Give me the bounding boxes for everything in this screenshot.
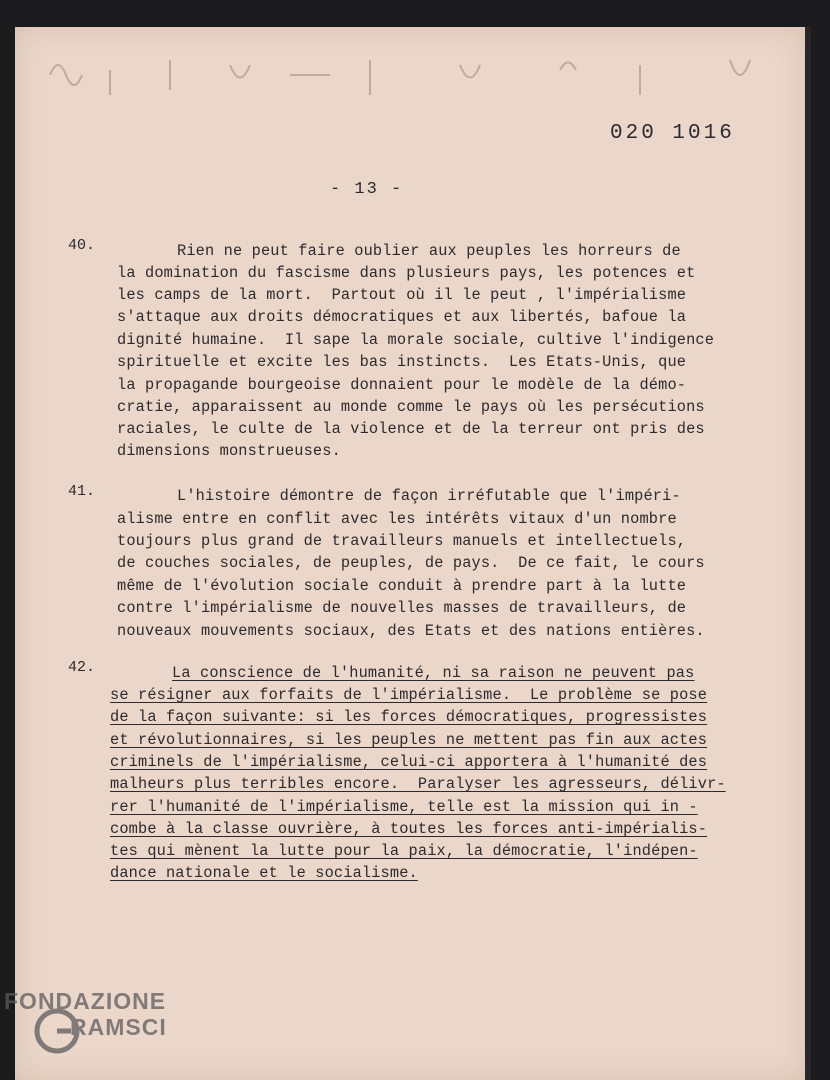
text-line: la propagande bourgeoise donnaient pour le modèle de la démo-	[117, 376, 687, 394]
archive-logo-icon	[34, 1008, 80, 1054]
paragraph-number: 40.	[68, 237, 96, 254]
text-line: la domination du fascisme dans plusieurs pays, les potences et	[117, 264, 696, 282]
text-line: rer l'humanité de l'impérialisme, telle est la mission qui in -	[110, 798, 698, 816]
text-line: dignité humaine. Il sape la morale sociale, cultive l'indigence	[117, 331, 715, 349]
text-line: de la façon suivante: si les forces démocratiques, progressistes	[110, 708, 708, 726]
text-line: L'histoire démontre de façon irréfutable que l'impéri-	[177, 487, 681, 505]
text-line: Rien ne peut faire oublier aux peuples les horreurs de	[177, 242, 681, 260]
text-line: dance nationale et le socialisme.	[110, 864, 418, 882]
watermark-line-1: FONDAZIONE	[4, 988, 167, 1014]
text-line: se résigner aux forfaits de l'impérialisme. Le problème se pose	[110, 686, 708, 704]
text-line: dimensions monstrueuses.	[117, 442, 341, 460]
text-line: les camps de la mort. Partout où il le peut , l'impérialisme	[117, 286, 687, 304]
text-line: même de l'évolution sociale conduit à prendre part à la lutte	[117, 577, 687, 595]
text-line: combe à la classe ouvrière, à toutes les forces anti-impérialis-	[110, 820, 708, 838]
page-edge	[805, 27, 811, 1080]
text-line: cratie, apparaissent au monde comme le pays où les persécutions	[117, 398, 705, 416]
text-line: toujours plus grand de travailleurs manuels et intellectuels,	[117, 532, 687, 550]
text-line: raciales, le culte de la violence et de la terreur ont pris des	[117, 420, 705, 438]
text-line: La conscience de l'humanité, ni sa raison ne peuvent pas	[172, 664, 695, 682]
text-line: criminels de l'impérialisme, celui-ci apportera à l'humanité des	[110, 753, 708, 771]
document-number: 020 1016	[610, 122, 735, 145]
text-line: spirituelle et excite les bas instincts. Les Etats-Unis, que	[117, 353, 687, 371]
text-line: de couches sociales, de peuples, de pays. De ce fait, le cours	[117, 554, 705, 572]
paragraph-number: 41.	[68, 483, 96, 500]
punch-holes-decoration	[40, 50, 780, 100]
watermark-line-2: RAMSCI	[70, 1014, 167, 1040]
text-line: s'attaque aux droits démocratiques et aux libertés, bafoue la	[117, 308, 687, 326]
text-line: tes qui mènent la lutte pour la paix, la démocratie, l'indépen-	[110, 842, 698, 860]
text-line: contre l'impérialisme de nouvelles masses de travailleurs, de	[117, 599, 687, 617]
text-line: nouveaux mouvements sociaux, des Etats et des nations entières.	[117, 622, 705, 640]
page-number: - 13 -	[330, 180, 404, 199]
archive-watermark	[4, 988, 167, 1040]
text-line: alisme entre en conflit avec les intérêts vitaux d'un nombre	[117, 510, 677, 528]
paragraph-number: 42.	[68, 659, 96, 676]
text-line: et révolutionnaires, si les peuples ne mettent pas fin aux actes	[110, 731, 708, 749]
text-line: malheurs plus terribles encore. Paralyser les agresseurs, délivr-	[110, 775, 726, 793]
